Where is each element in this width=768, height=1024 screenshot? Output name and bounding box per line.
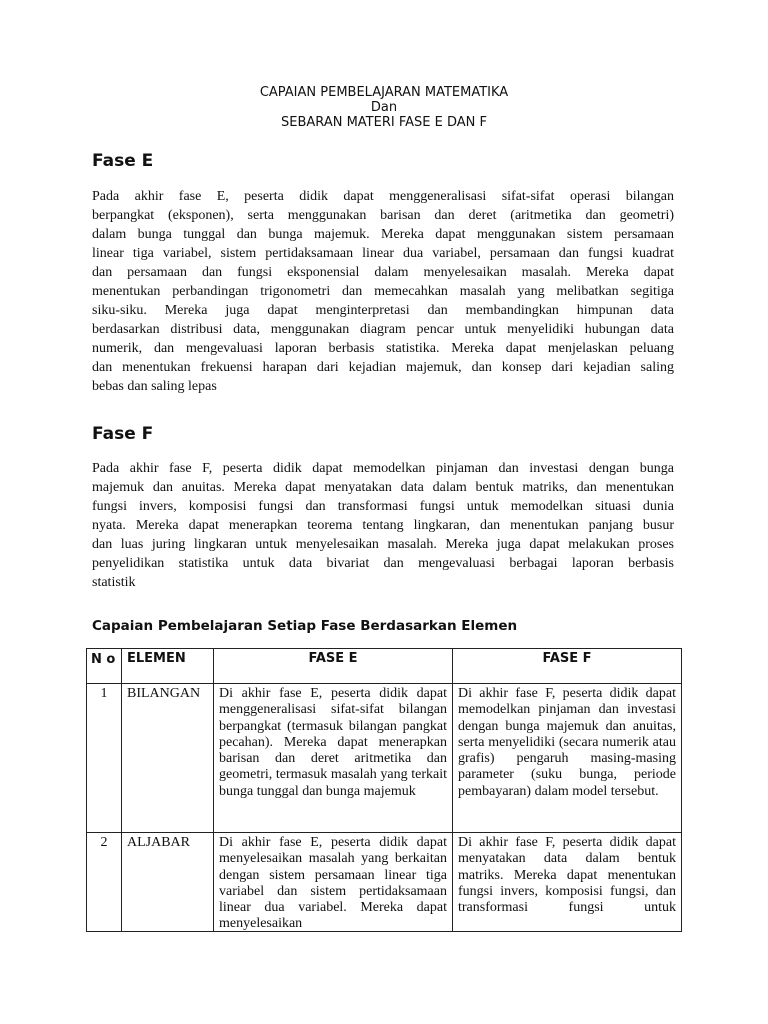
paragraph-line: dan persamaan dan fungsi eksponensial dalam menyelesaikan masalah. Mereka dapat [92, 265, 674, 280]
header-elemen: ELEMEN [122, 649, 214, 684]
paragraph-line: linear tiga variabel, sistem pertidaksamaan linear dua variabel, persamaan dan fungsi kuadrat [92, 246, 674, 261]
capaian-table [86, 648, 682, 932]
cell-elemen: BILANGAN [122, 684, 214, 833]
paragraph-line: siku-siku. Mereka juga dapat menginterpretasi dan membandingkan himpunan data [92, 303, 674, 318]
table-header-row [87, 649, 682, 684]
document-title [0, 85, 768, 130]
header-no: N o [87, 649, 122, 684]
paragraph-line: fungsi invers, komposisi fungsi dan transformasi fungsi untuk memodelkan situasi dunia [92, 499, 674, 514]
paragraph-line: dan luas juring lingkaran untuk menyelesaikan masalah. Mereka juga dapat melakukan proses [92, 537, 674, 552]
header-fase-e: FASE E [214, 649, 453, 684]
title-line: Dan [370, 100, 398, 115]
paragraph-line: Pada akhir fase E, peserta didik dapat menggeneralisasi sifat-sifat operasi bilangan [92, 189, 674, 204]
fase-f-heading: Fase F [92, 424, 154, 444]
paragraph-line: penyelidikan statistika untuk data bivariat dan mengevaluasi berbagai laporan berbasis [92, 556, 674, 571]
cell-fase-f: Di akhir fase F, peserta didik dapat menyatakan data dalam bentuk matriks. Mereka dapat menentukan fungsi invers, komposisi fungsi, dan transformasi fungsi untuk [458, 835, 676, 916]
cell-fase-f: Di akhir fase F, peserta didik dapat memodelkan pinjaman dan investasi dengan bunga majemuk dan anuitas, serta menyelidiki (secara numerik atau grafis) pengaruh masing-masing parameter (suku bunga, periode pembayaran) dalam model tersebut. [453, 684, 682, 833]
paragraph-line: bebas dan saling lepas [92, 379, 217, 394]
paragraph-line: nyata. Mereka dapat menerapkan teorema tentang lingkaran, dan menentukan panjang busur [92, 518, 674, 533]
cell-no: 1 [87, 684, 122, 833]
fase-e-heading: Fase E [92, 151, 154, 171]
table-caption: Capaian Pembelajaran Setiap Fase Berdasarkan Elemen [92, 618, 518, 634]
paragraph-line: majemuk dan anuitas. Mereka dapat menyatakan data dalam bentuk matriks, dan menentukan [92, 480, 674, 495]
cell-fase-e: Di akhir fase E, peserta didik dapat menggeneralisasi sifat-sifat bilangan berpangkat (termasuk bilangan pangkat pecahan). Mereka dapat menerapkan barisan dan deret aritmetika dan geometri, termasuk masalah yang terkait bunga tunggal dan bunga majemuk [214, 684, 453, 833]
fase-e-paragraph [92, 187, 674, 396]
paragraph-line: berpangkat (eksponen), serta menggunakan barisan dan deret (aritmetika dan geometri) [92, 208, 674, 223]
header-fase-f: FASE F [453, 649, 682, 684]
table-row [87, 833, 682, 932]
fase-f-paragraph [92, 459, 674, 592]
paragraph-line: Pada akhir fase F, peserta didik dapat memodelkan pinjaman dan investasi dengan bunga [92, 461, 674, 476]
paragraph-line: menentukan perbandingan trigonometri dan memecahkan masalah yang melibatkan segitiga [92, 284, 674, 299]
paragraph-line: statistik [92, 575, 136, 590]
cell-elemen: ALJABAR [122, 833, 214, 932]
paragraph-line: berdasarkan distribusi data, menggunakan diagram pencar untuk menyelidiki hubungan data [92, 322, 674, 337]
cell-fase-e: Di akhir fase E, peserta didik dapat menyelesaikan masalah yang berkaitan dengan sistem persamaan linear tiga variabel dan sistem pertidaksamaan linear dua variabel. Mereka dapat menyelesaikan [219, 835, 447, 931]
paragraph-line: dan menentukan frekuensi harapan dari kejadian majemuk, dan konsep dari kejadian saling [92, 360, 674, 375]
paragraph-line: dalam bunga tunggal dan bunga majemuk. Mereka dapat menggunakan sistem persamaan [92, 227, 674, 242]
paragraph-line: numerik, dan mengevaluasi laporan berbasis statistika. Mereka dapat menjelaskan peluang [92, 341, 674, 356]
table-row [87, 684, 682, 833]
cell-no: 2 [87, 833, 122, 932]
title-line: CAPAIAN PEMBELAJARAN MATEMATIKA [259, 85, 509, 100]
title-line: SEBARAN MATERI FASE E DAN F [281, 115, 487, 130]
